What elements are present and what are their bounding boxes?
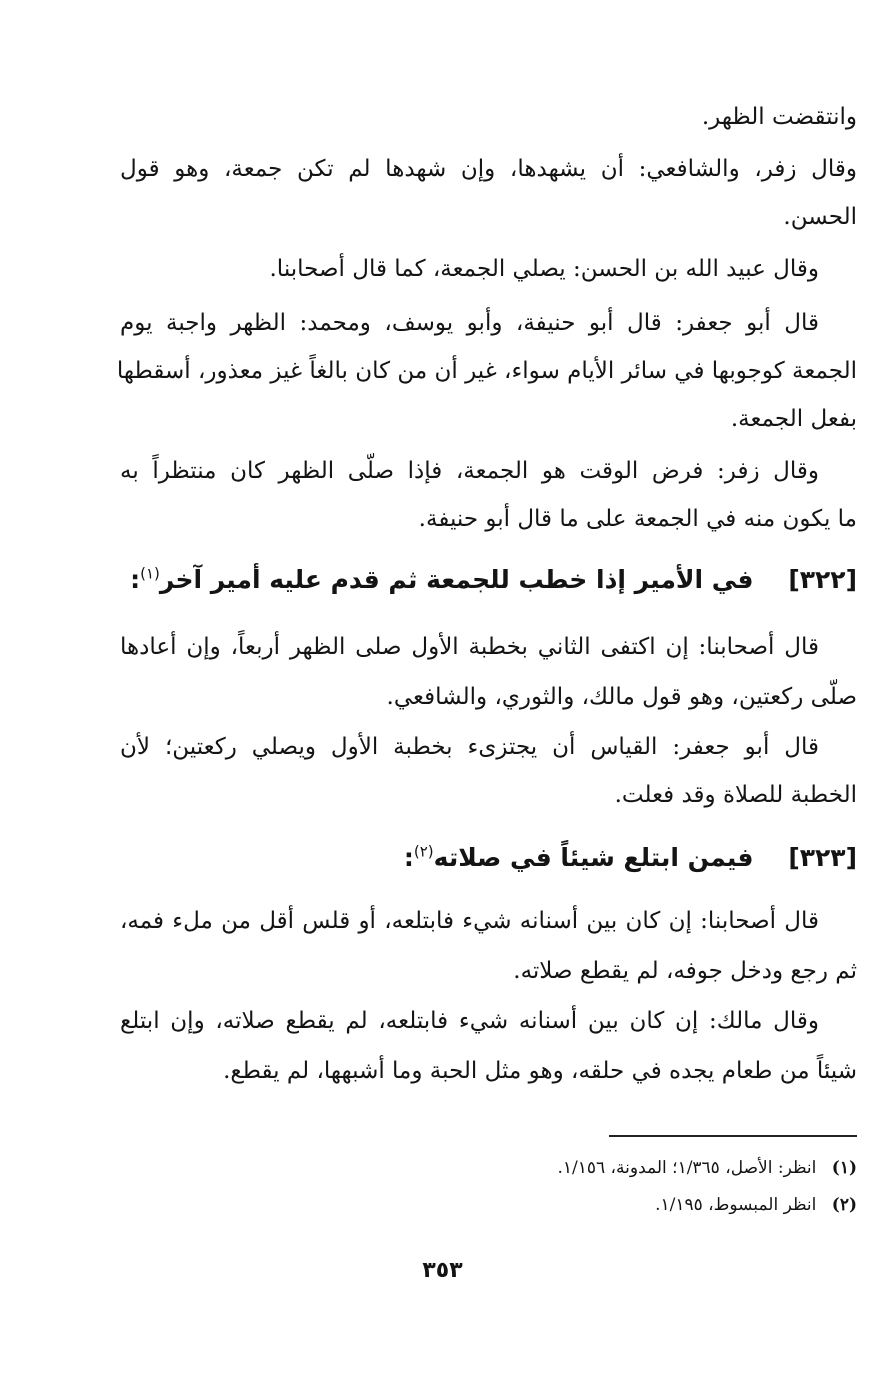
footnote-divider bbox=[609, 1135, 857, 1137]
text-line: الحسن. bbox=[783, 204, 857, 230]
text-line: الجمعة كوجوبها في سائر الأيام سواء، غير أن من كان بالغاً غيز معذور، أسقطها bbox=[116, 358, 857, 384]
text-line: وانتقضت الظهر. bbox=[701, 104, 857, 130]
footnote-item bbox=[300, 1155, 857, 1185]
text-line: وقال زفر، والشافعي: أن يشهدها، وإن شهدها لم تكن جمعة، وهو قول bbox=[120, 156, 857, 182]
footnote-text: انظر المبسوط، ١/١٩٥. bbox=[655, 1195, 817, 1215]
text-line: بفعل الجمعة. bbox=[730, 406, 857, 432]
footnote-ref: (١) bbox=[140, 564, 160, 583]
section-number: [٣٢٣] bbox=[788, 843, 857, 872]
footnote-item bbox=[300, 1192, 857, 1222]
text-line: قال أبو جعفر: القياس أن يجتزىء بخطبة الأول ويصلي ركعتين؛ لأن bbox=[120, 734, 819, 760]
text-line: قال أصحابنا: إن اكتفى الثاني بخطبة الأول صلى الظهر أربعاً، وإن أعادها bbox=[120, 634, 819, 660]
text-line: وقال زفر: فرض الوقت هو الجمعة، فإذا صلّى الظهر كان منتظراً به bbox=[120, 458, 819, 484]
footnote-text: انظر: الأصل، ١/٣٦٥؛ المدونة، ١/١٥٦. bbox=[557, 1158, 817, 1178]
section-number: [٣٢٢] bbox=[788, 565, 857, 594]
section-title: في الأمير إذا خطب للجمعة ثم قدم عليه أمير آخر bbox=[159, 565, 754, 594]
text-line: قال أصحابنا: إن كان بين أسنانه شيء فابتلعه، أو قلس أقل من ملء فمه، bbox=[120, 908, 819, 934]
text-line: ثم رجع ودخل جوفه، لم يقطع صلاته. bbox=[513, 958, 857, 984]
heading-tail: : bbox=[403, 843, 414, 872]
text-line: ما يكون منه في الجمعة على ما قال أبو حنيفة. bbox=[418, 506, 857, 532]
section-heading-323 bbox=[140, 838, 857, 882]
heading-tail: : bbox=[130, 565, 141, 594]
text-line: وقال عبيد الله بن الحسن: يصلي الجمعة، كما قال أصحابنا. bbox=[269, 256, 819, 282]
footnote-ref: (٢) bbox=[413, 842, 434, 861]
section-heading-322 bbox=[130, 560, 857, 604]
text-line: قال أبو جعفر: قال أبو حنيفة، وأبو يوسف، ومحمد: الظهر واجبة يوم bbox=[120, 310, 819, 336]
text-line: الخطبة للصلاة وقد فعلت. bbox=[614, 782, 857, 808]
footnote-mark: (٢) bbox=[831, 1195, 857, 1215]
section-title: فيمن ابتلع شيئاً في صلاته bbox=[433, 843, 754, 872]
page-number: ٣٥٣ bbox=[422, 1258, 463, 1283]
text-line: صلّى ركعتين، وهو قول مالك، والثوري، والشافعي. bbox=[386, 684, 857, 710]
text-line: وقال مالك: إن كان بين أسنانه شيء فابتلعه، لم يقطع صلاته، وإن ابتلع bbox=[120, 1008, 819, 1034]
text-line: شيئاً من طعام يجده في حلقه، وهو مثل الحبة وما أشبهها، لم يقطع. bbox=[223, 1058, 857, 1084]
footnote-mark: (١) bbox=[831, 1158, 857, 1178]
